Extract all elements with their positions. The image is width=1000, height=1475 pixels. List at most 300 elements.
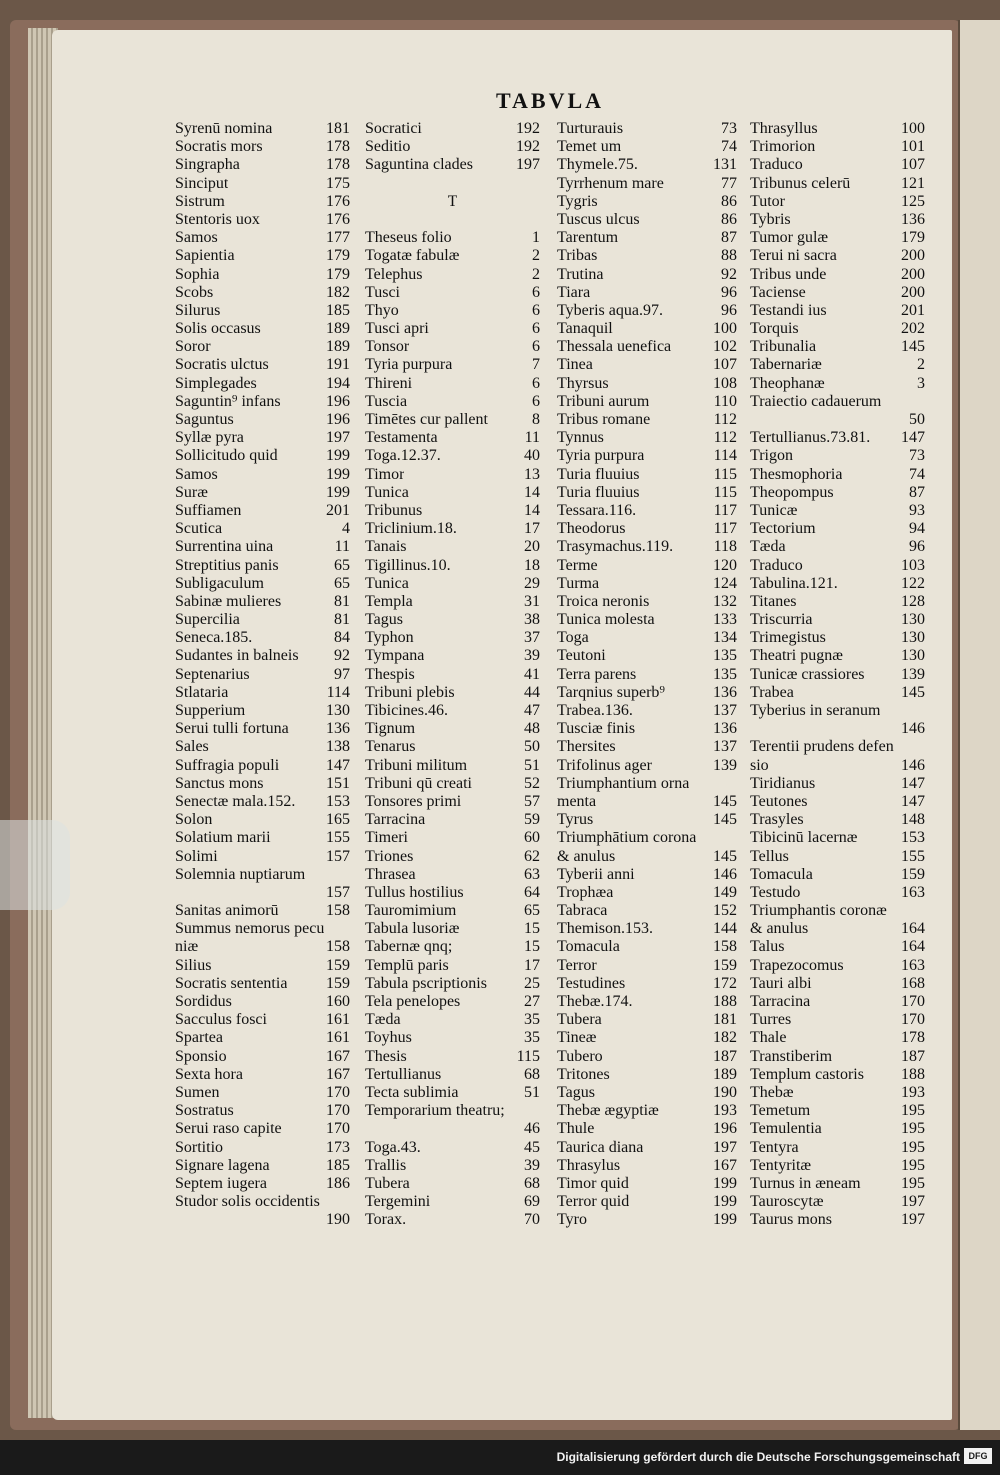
- entry-term: Tagus: [365, 611, 403, 629]
- entry-page-number: 68: [524, 1065, 540, 1083]
- entry-page-number: 35: [524, 1029, 540, 1047]
- entry-page-number: 195: [901, 1174, 925, 1192]
- entry-term: Senectæ mala.152.: [175, 792, 296, 810]
- entry-page-number: 155: [326, 829, 350, 847]
- entry-term: Traiectio cadauerum: [750, 392, 882, 410]
- entry-term: Theatri pugnæ: [750, 647, 843, 665]
- index-entry: [750, 1084, 925, 1102]
- entry-term: Tarentum: [557, 229, 619, 247]
- entry-page-number: 170: [326, 1120, 350, 1138]
- entry-page-number: 59: [524, 811, 540, 829]
- entry-term: Testamenta: [365, 429, 438, 447]
- entry-term: niæ: [175, 938, 199, 956]
- index-entry: [175, 775, 350, 793]
- entry-page-number: 195: [901, 1156, 925, 1174]
- entry-page-number: 145: [713, 792, 737, 810]
- entry-page-number: 178: [326, 156, 350, 174]
- entry-term: Sostratus: [175, 1102, 234, 1120]
- entry-page-number: 167: [326, 1065, 350, 1083]
- entry-term: Trabea.136.: [557, 702, 633, 719]
- index-entry: [750, 411, 925, 429]
- entry-term: Tinea: [557, 356, 593, 374]
- index-entry: [175, 356, 350, 374]
- entry-term: Socratis sententia: [175, 974, 288, 992]
- index-entry: [557, 447, 737, 465]
- index-entry: [365, 1066, 540, 1084]
- entry-term: Sacculus fosci: [175, 1011, 267, 1029]
- entry-page-number: 128: [901, 592, 925, 610]
- entry-page-number: 122: [901, 574, 925, 592]
- index-entry: [750, 393, 925, 411]
- index-entry: [750, 338, 925, 356]
- entry-term: Tertullianus: [365, 1065, 442, 1083]
- index-entry: [557, 829, 737, 847]
- index-entry: [175, 884, 350, 902]
- entry-term: Tribuni plebis: [365, 683, 455, 701]
- entry-term: Tusciæ finis: [557, 720, 636, 738]
- index-entry: [365, 811, 540, 829]
- index-entry: [750, 938, 925, 956]
- entry-term: Simplegades: [175, 374, 257, 392]
- entry-page-number: 147: [901, 429, 925, 447]
- entry-page-number: 159: [713, 956, 737, 974]
- index-entry: [175, 720, 350, 738]
- index-entry: [175, 1066, 350, 1084]
- entry-page-number: 135: [713, 665, 737, 683]
- entry-term: Seditio: [365, 138, 411, 156]
- entry-page-number: 137: [713, 738, 737, 756]
- index-entry: [557, 920, 737, 938]
- entry-term: Tunicæ crassiores: [750, 665, 865, 683]
- index-entry: [175, 193, 350, 211]
- entry-term: Socratis ulctus: [175, 356, 269, 374]
- entry-page-number: 178: [901, 1029, 925, 1047]
- entry-page-number: 11: [524, 429, 540, 447]
- entry-term: Sexta hora: [175, 1065, 243, 1083]
- entry-page-number: 52: [524, 774, 540, 792]
- entry-page-number: 182: [326, 283, 350, 301]
- entry-page-number: 73: [909, 447, 925, 465]
- entry-page-number: 100: [901, 120, 925, 137]
- index-entry: [750, 884, 925, 902]
- entry-page-number: 117: [713, 520, 737, 538]
- entry-term: Tecta sublimia: [365, 1083, 459, 1101]
- index-entry: [175, 302, 350, 320]
- entry-term: Tubero: [557, 1047, 603, 1065]
- entry-page-number: 115: [516, 1047, 540, 1065]
- entry-page-number: 195: [901, 1120, 925, 1138]
- entry-term: Triumphātium corona: [557, 829, 697, 847]
- entry-page-number: 196: [326, 392, 350, 410]
- index-entry: [750, 520, 925, 538]
- index-entry: [750, 811, 925, 829]
- entry-term: Turma: [557, 574, 600, 592]
- entry-page-number: 110: [713, 392, 737, 410]
- entry-page-number: 173: [326, 1138, 350, 1156]
- entry-page-number: 132: [713, 592, 737, 610]
- entry-term: Templū paris: [365, 956, 449, 974]
- index-entry: [557, 1157, 737, 1175]
- entry-term: Typhon: [365, 629, 414, 647]
- entry-term: Samos: [175, 465, 218, 483]
- index-entry: [750, 993, 925, 1011]
- entry-term: Sanitas animorū: [175, 902, 279, 920]
- entry-term: Temetum: [750, 1102, 811, 1120]
- index-entry: [175, 902, 350, 920]
- entry-term: Tyberius in seranum: [750, 702, 881, 719]
- entry-page-number: 137: [713, 702, 737, 719]
- index-entry: [557, 266, 737, 284]
- entry-term: Solemnia nuptiarum: [175, 865, 306, 883]
- entry-term: Tæda: [365, 1011, 401, 1029]
- index-entry: [557, 1211, 737, 1229]
- entry-page-number: 185: [326, 301, 350, 319]
- index-entry: [365, 211, 540, 229]
- index-entry: [557, 538, 737, 556]
- entry-page-number: 189: [326, 320, 350, 338]
- index-entry: [750, 1211, 925, 1229]
- entry-term: Tæda: [750, 538, 786, 556]
- entry-page-number: 74: [721, 138, 737, 156]
- entry-term: Thrasea: [365, 865, 416, 883]
- index-entry: [557, 593, 737, 611]
- index-entry: [750, 647, 925, 665]
- entry-term: Terror: [557, 956, 597, 974]
- index-entry: [750, 247, 925, 265]
- entry-term: Trapezocomus: [750, 956, 844, 974]
- entry-term: Saguntin⁹ infans: [175, 392, 281, 410]
- entry-term: Sales: [175, 738, 209, 756]
- index-entry: [175, 1211, 350, 1229]
- index-entry: [557, 229, 737, 247]
- entry-term: Tusci: [365, 283, 400, 301]
- entry-page-number: 39: [524, 647, 540, 665]
- entry-page-number: 199: [713, 1211, 737, 1229]
- entry-page-number: 163: [901, 883, 925, 901]
- index-entry: [365, 375, 540, 393]
- entry-term: Solatium marii: [175, 829, 271, 847]
- index-entry: [750, 538, 925, 556]
- entry-term: Suffiamen: [175, 501, 242, 519]
- entry-page-number: 168: [901, 974, 925, 992]
- entry-term: Tribunus: [365, 501, 423, 519]
- entry-term: Solis occasus: [175, 320, 261, 338]
- entry-term: Taurus mons: [750, 1211, 832, 1229]
- entry-term: Supperium: [175, 702, 246, 719]
- entry-term: Terui ni sacra: [750, 247, 837, 265]
- entry-term: Thymele.75.: [557, 156, 638, 174]
- index-entry: [557, 429, 737, 447]
- index-column-2: [365, 120, 540, 1229]
- entry-term: sio: [750, 756, 769, 774]
- entry-page-number: 114: [713, 447, 737, 465]
- index-entry: [365, 957, 540, 975]
- entry-term: Syrenū nomina: [175, 120, 273, 137]
- entry-term: Theopompus: [750, 483, 834, 501]
- index-entry: [557, 411, 737, 429]
- entry-page-number: 70: [524, 1211, 540, 1229]
- entry-page-number: 139: [901, 665, 925, 683]
- entry-page-number: 2: [532, 265, 540, 283]
- entry-page-number: 145: [713, 847, 737, 865]
- index-entry: [750, 211, 925, 229]
- entry-page-number: 179: [901, 229, 925, 247]
- index-entry: [365, 720, 540, 738]
- entry-page-number: 48: [524, 720, 540, 738]
- index-entry: [750, 375, 925, 393]
- entry-term: Tauroscytæ: [750, 1193, 824, 1211]
- entry-term: Scutica: [175, 520, 223, 538]
- entry-term: Tarracina: [750, 993, 811, 1010]
- entry-page-number: 2: [917, 356, 925, 374]
- entry-term: Spartea: [175, 1029, 223, 1047]
- entry-term: Thyrsus: [557, 374, 609, 392]
- entry-term: Stlataria: [175, 683, 229, 701]
- entry-term: Teutones: [750, 792, 808, 810]
- entry-page-number: 187: [901, 1047, 925, 1065]
- index-entry: [175, 284, 350, 302]
- index-entry: [365, 429, 540, 447]
- index-entry: [557, 811, 737, 829]
- entry-term: Tabula pscriptionis: [365, 974, 487, 992]
- entry-term: Tabula lusoriæ: [365, 920, 460, 938]
- index-entry: [750, 757, 925, 775]
- index-entry: [175, 1139, 350, 1157]
- index-entry: [365, 1048, 540, 1066]
- entry-page-number: 167: [713, 1156, 737, 1174]
- index-entry: [365, 266, 540, 284]
- index-entry: [365, 848, 540, 866]
- entry-page-number: 187: [713, 1047, 737, 1065]
- index-entry: [175, 229, 350, 247]
- entry-term: Supercilia: [175, 611, 240, 629]
- entry-term: Terror quid: [557, 1193, 630, 1211]
- entry-page-number: 6: [532, 283, 540, 301]
- entry-page-number: 108: [713, 374, 737, 392]
- index-entry: [365, 775, 540, 793]
- index-entry: [175, 1084, 350, 1102]
- entry-page-number: 192: [516, 120, 540, 137]
- entry-term: Tentyra: [750, 1138, 799, 1156]
- entry-page-number: 114: [326, 683, 350, 701]
- entry-page-number: 68: [524, 1174, 540, 1192]
- index-entry: [750, 920, 925, 938]
- entry-term: Timor: [365, 465, 405, 483]
- entry-term: Trutina: [557, 265, 604, 283]
- entry-term: Solimi: [175, 847, 218, 865]
- index-entry: [750, 229, 925, 247]
- entry-term: Teutoni: [557, 647, 606, 665]
- index-entry: [557, 757, 737, 775]
- entry-page-number: 145: [713, 811, 737, 829]
- index-column-4: [750, 120, 925, 1229]
- entry-term: Tribuni aurum: [557, 392, 650, 410]
- entry-page-number: 146: [901, 720, 925, 738]
- entry-page-number: 190: [326, 1211, 350, 1229]
- entry-term: Sordidus: [175, 993, 232, 1010]
- index-column-3: [557, 120, 737, 1229]
- entry-term: Testudines: [557, 974, 626, 992]
- index-entry: [557, 211, 737, 229]
- entry-page-number: 157: [326, 847, 350, 865]
- index-entry: [365, 611, 540, 629]
- entry-term: Sortitio: [175, 1138, 224, 1156]
- entry-page-number: 158: [326, 938, 350, 956]
- entry-page-number: 176: [326, 210, 350, 228]
- entry-page-number: 165: [326, 811, 350, 829]
- index-entry: [750, 720, 925, 738]
- entry-term: Tabulina.121.: [750, 574, 838, 592]
- entry-term: Signare lagena: [175, 1156, 270, 1174]
- entry-page-number: 147: [901, 774, 925, 792]
- entry-term: Sumen: [175, 1083, 220, 1101]
- entry-term: Tiridianus: [750, 774, 816, 792]
- entry-term: Trigon: [750, 447, 793, 465]
- entry-term: Terra parens: [557, 665, 637, 683]
- entry-term: Thessala uenefica: [557, 338, 672, 356]
- index-entry: [750, 120, 925, 138]
- index-entry: [365, 302, 540, 320]
- index-entry: [750, 738, 925, 756]
- index-entry: [750, 957, 925, 975]
- entry-page-number: 1: [532, 229, 540, 247]
- entry-page-number: 112: [713, 429, 737, 447]
- entry-page-number: 17: [524, 520, 540, 538]
- index-entry: [175, 429, 350, 447]
- index-entry: [557, 647, 737, 665]
- entry-term: Traduco: [750, 556, 803, 574]
- index-entry: [557, 848, 737, 866]
- entry-page-number: 51: [524, 1083, 540, 1101]
- index-entry: [557, 175, 737, 193]
- entry-page-number: 63: [524, 865, 540, 883]
- entry-page-number: 181: [326, 120, 350, 137]
- entry-term: Tigillinus.10.: [365, 556, 451, 574]
- index-entry: [750, 502, 925, 520]
- funding-notice: Digitalisierung gefördert durch die Deutsche Forschungsgemeinschaft: [556, 1450, 960, 1464]
- entry-page-number: 29: [524, 574, 540, 592]
- entry-page-number: 31: [524, 592, 540, 610]
- index-entry: [365, 993, 540, 1011]
- index-entry: [557, 775, 737, 793]
- entry-term: Trabea: [750, 683, 794, 701]
- entry-page-number: 199: [326, 465, 350, 483]
- index-entry: [750, 829, 925, 847]
- index-entry: [557, 120, 737, 138]
- entry-page-number: 189: [713, 1065, 737, 1083]
- index-entry: [175, 575, 350, 593]
- index-entry: [557, 1029, 737, 1047]
- entry-page-number: 107: [901, 156, 925, 174]
- index-entry: [365, 393, 540, 411]
- entry-term: Telephus: [365, 265, 423, 283]
- index-entry: [557, 484, 737, 502]
- entry-page-number: 153: [901, 829, 925, 847]
- entry-term: Sponsio: [175, 1047, 227, 1065]
- index-entry: [750, 156, 925, 174]
- entry-term: Studor solis occidentis: [175, 1193, 320, 1211]
- index-entry: [750, 848, 925, 866]
- index-entry: [557, 557, 737, 575]
- entry-term: Trophæa: [557, 883, 614, 901]
- entry-term: Tybris: [750, 210, 791, 228]
- index-entry: [750, 429, 925, 447]
- entry-term: T: [447, 192, 458, 210]
- entry-term: Tineæ: [557, 1029, 597, 1047]
- index-entry: [175, 757, 350, 775]
- index-entry: [365, 975, 540, 993]
- entry-term: Tomacula: [750, 865, 813, 883]
- entry-page-number: 14: [524, 501, 540, 519]
- index-entry: [175, 811, 350, 829]
- entry-term: Tela penelopes: [365, 993, 461, 1010]
- entry-term: Toyhus: [365, 1029, 412, 1047]
- index-entry: [175, 411, 350, 429]
- entry-page-number: 62: [524, 847, 540, 865]
- entry-page-number: 17: [524, 956, 540, 974]
- index-entry: [365, 702, 540, 720]
- index-entry: [750, 1048, 925, 1066]
- entry-term: Tunica: [365, 574, 409, 592]
- entry-page-number: 130: [901, 611, 925, 629]
- entry-term: Terme: [557, 556, 598, 574]
- entry-page-number: 158: [326, 902, 350, 920]
- index-entry: [175, 993, 350, 1011]
- entry-page-number: 149: [713, 883, 737, 901]
- entry-page-number: 167: [326, 1047, 350, 1065]
- entry-term: Trallis: [365, 1156, 407, 1174]
- entry-page-number: 86: [721, 210, 737, 228]
- index-entry: [557, 302, 737, 320]
- entry-page-number: 45: [524, 1138, 540, 1156]
- index-entry: [750, 466, 925, 484]
- entry-term: Tibicines.46.: [365, 702, 448, 719]
- entry-page-number: 161: [326, 1011, 350, 1029]
- index-entry: [175, 702, 350, 720]
- index-entry: [365, 1193, 540, 1211]
- entry-page-number: 39: [524, 1156, 540, 1174]
- entry-term: Triclinium.18.: [365, 520, 457, 538]
- entry-term: Seneca.185.: [175, 629, 253, 647]
- index-entry: [175, 1193, 350, 1211]
- entry-term: Tribuni qū creati: [365, 774, 472, 792]
- index-entry: [557, 284, 737, 302]
- entry-page-number: 197: [901, 1193, 925, 1211]
- index-entry: [557, 193, 737, 211]
- entry-page-number: 197: [901, 1211, 925, 1229]
- entry-term: Tutor: [750, 192, 785, 210]
- index-entry: [750, 557, 925, 575]
- entry-page-number: 170: [326, 1102, 350, 1120]
- entry-term: Themison.153.: [557, 920, 653, 938]
- index-entry: [750, 666, 925, 684]
- entry-page-number: 51: [524, 756, 540, 774]
- entry-term: Theodorus: [557, 520, 626, 538]
- index-entry: [365, 1120, 540, 1138]
- entry-page-number: 170: [326, 1083, 350, 1101]
- entry-page-number: 159: [901, 865, 925, 883]
- index-entry: [750, 302, 925, 320]
- index-entry: [750, 793, 925, 811]
- index-entry: [365, 1102, 540, 1120]
- index-entry: [750, 702, 925, 720]
- entry-term: Tarracina: [365, 811, 426, 829]
- entry-page-number: 8: [532, 411, 540, 428]
- entry-page-number: 102: [713, 338, 737, 356]
- entry-page-number: 194: [326, 374, 350, 392]
- index-entry: [557, 975, 737, 993]
- entry-page-number: 188: [901, 1065, 925, 1083]
